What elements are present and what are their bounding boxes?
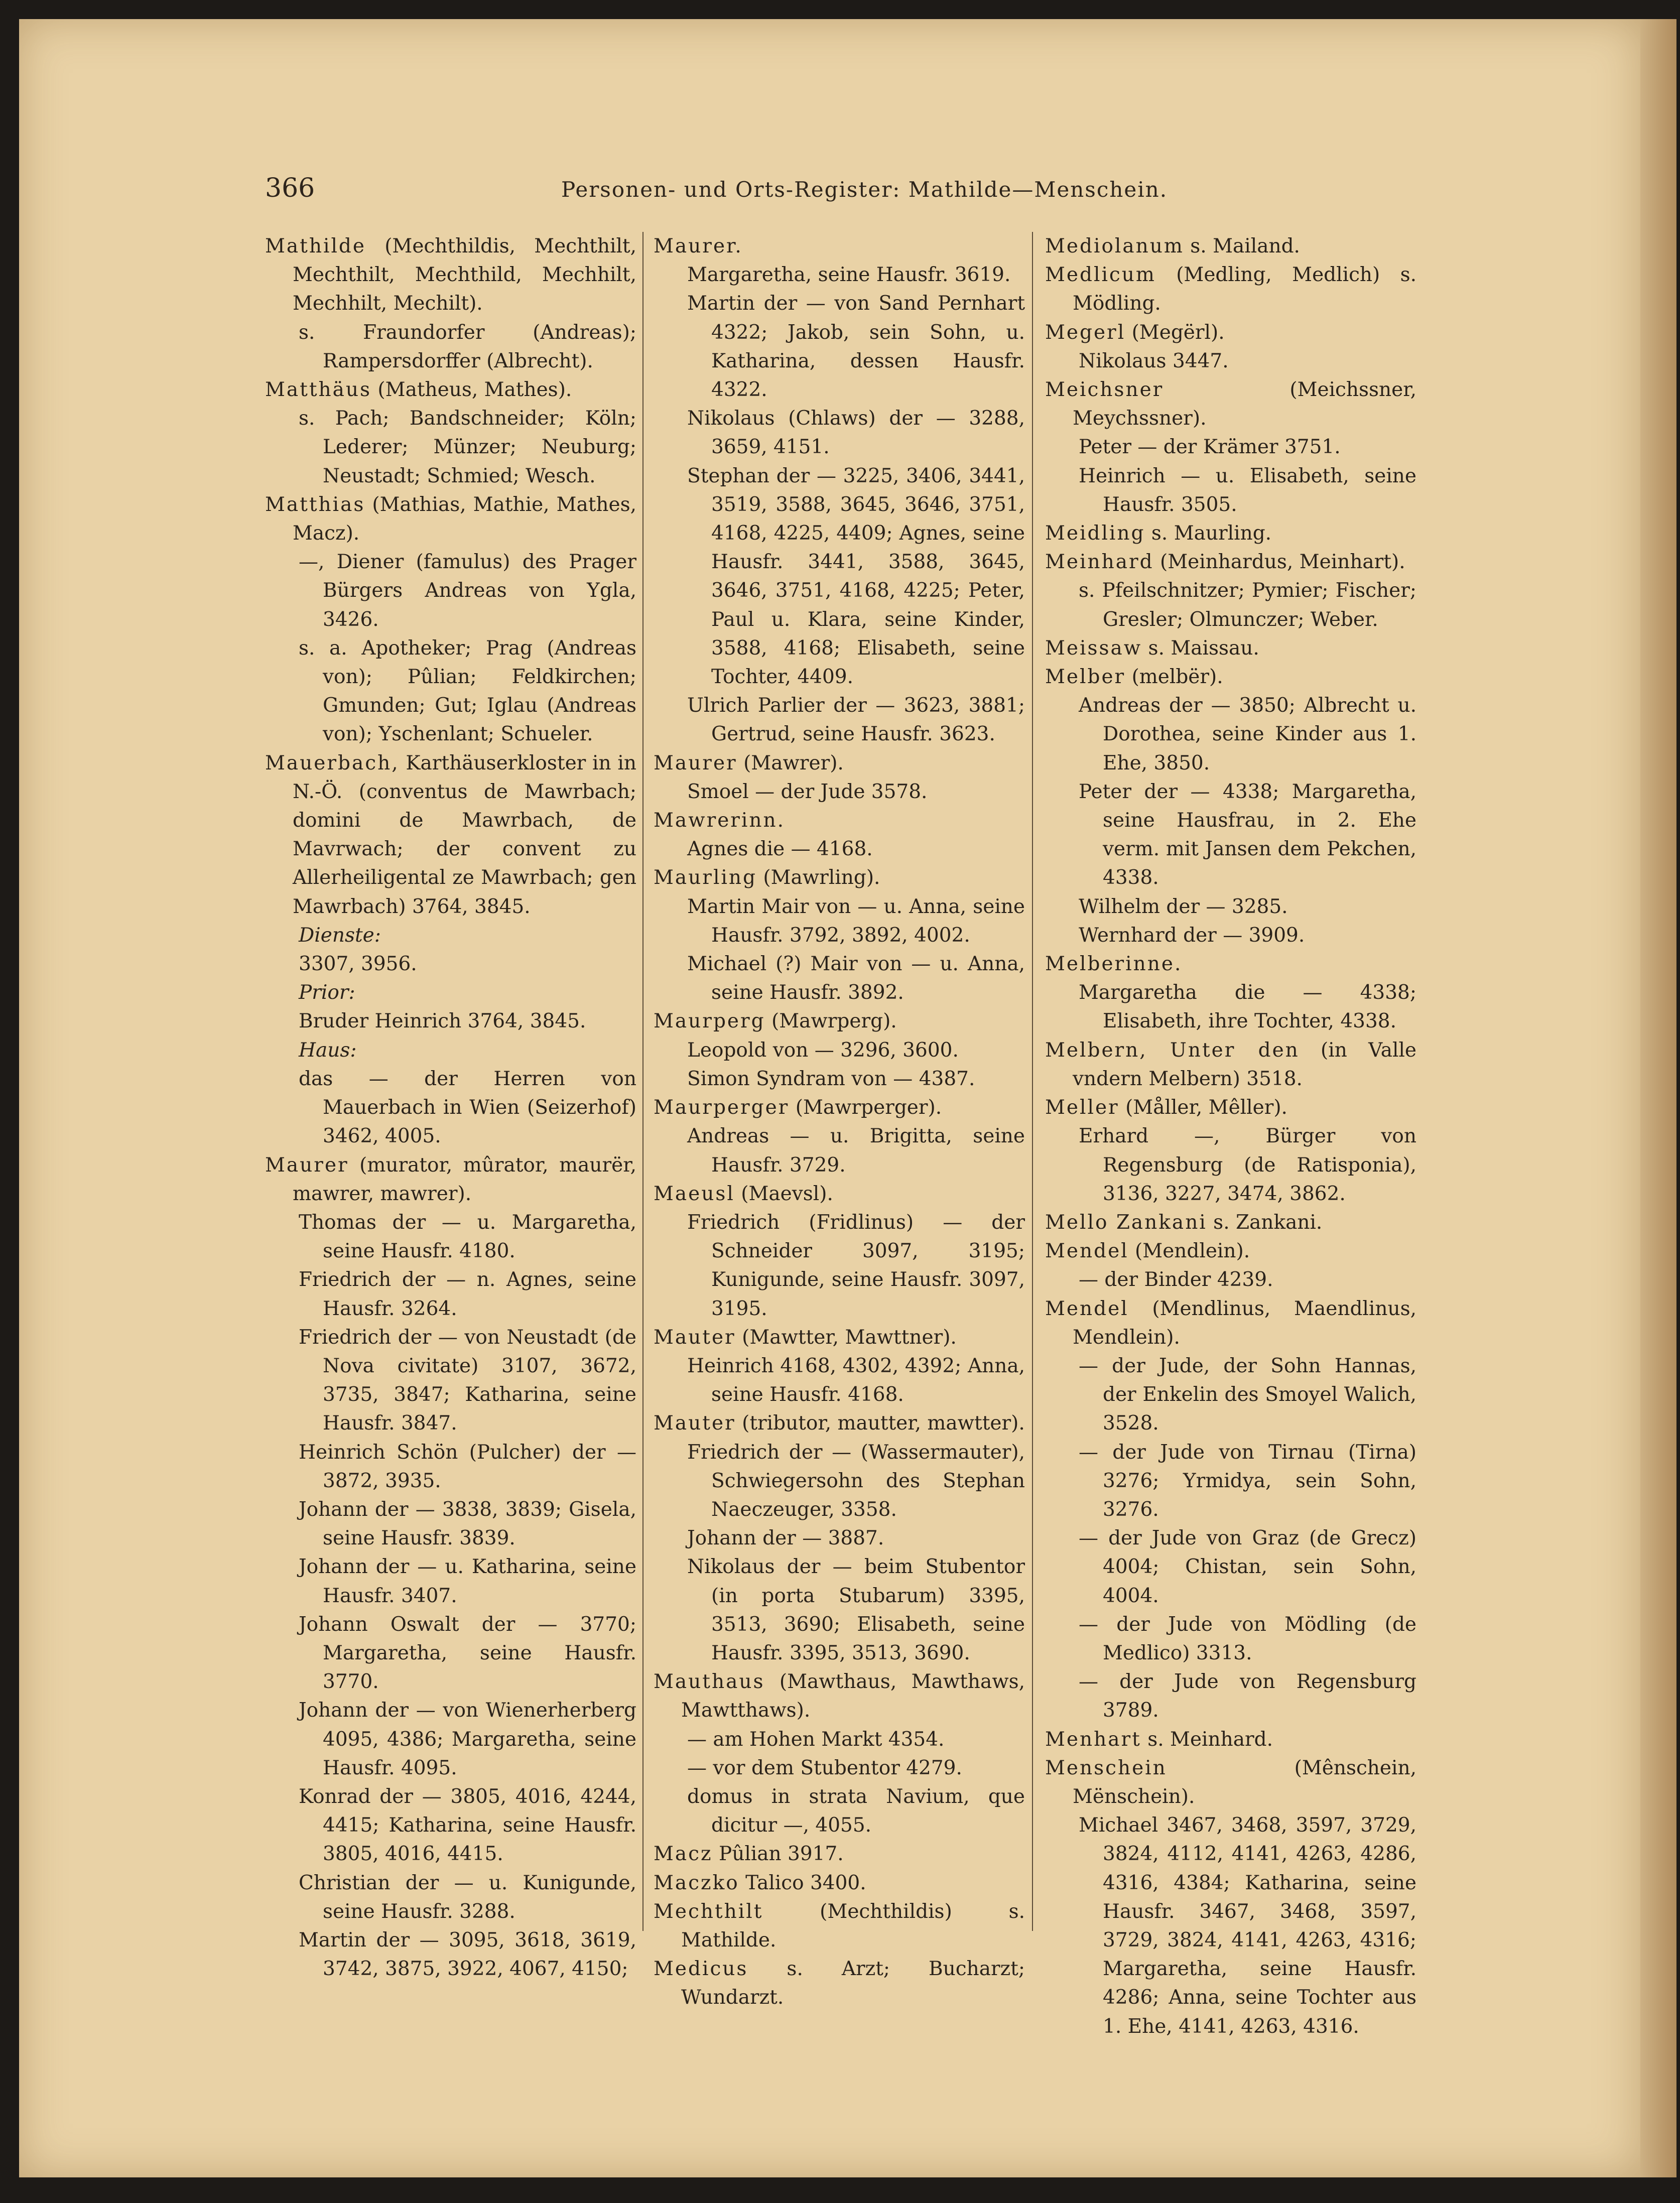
index-text: Smoel — der Jude 3578. xyxy=(687,780,928,803)
index-subentry xyxy=(1045,1524,1416,1610)
index-text: Friedrich der — n. Agnes, seine Hausfr. 3264. xyxy=(299,1268,636,1320)
index-entry xyxy=(654,1840,1025,1868)
index-entry xyxy=(654,1007,1025,1035)
index-headword: Melber xyxy=(1045,666,1126,689)
index-text: (Mechthildis, Mechthilt, Mechthilt, Mechthild, Mechhilt, Mechhilt, Mechilt). xyxy=(293,235,636,315)
index-entry xyxy=(654,806,1025,835)
index-text: Simon Syndram von — 4387. xyxy=(687,1067,975,1090)
index-entry xyxy=(1045,663,1416,691)
index-entry xyxy=(654,1409,1025,1438)
index-subentry xyxy=(265,1007,636,1035)
index-text: Johann Oswalt der — 3770; Margaretha, seine Hausfr. 3770. xyxy=(299,1613,636,1694)
index-headword: Matthäus xyxy=(265,378,372,402)
running-title: Personen- und Orts-Register: Mathilde—Menschein. xyxy=(561,177,1168,202)
index-subentry xyxy=(265,1208,636,1265)
index-text: — der Jude von Graz (de Grecz) 4004; Chistan, sein Sohn, 4004. xyxy=(1079,1527,1416,1607)
index-entry xyxy=(1045,375,1416,433)
index-text: Johann der — u. Katharina, seine Hausfr. 3407. xyxy=(299,1556,636,1607)
index-entry xyxy=(1045,1725,1416,1754)
index-text: Heinrich — u. Elisabeth, seine Hausfr. 3505. xyxy=(1079,464,1416,516)
index-column-2 xyxy=(654,232,1025,2012)
index-text: (Mawrling). xyxy=(756,866,880,889)
index-text: (murator, mûrator, maurër, mawrer, mawrer). xyxy=(293,1153,636,1205)
index-text: (Medling, Medlich) s. Mödling. xyxy=(1073,264,1416,315)
index-headword: Mauter xyxy=(654,1412,736,1435)
index-entry xyxy=(1045,519,1416,548)
index-subentry xyxy=(265,1065,636,1151)
index-text: (in Valle vndern Melbern) 3518. xyxy=(1073,1039,1416,1090)
index-entry xyxy=(654,1323,1025,1352)
index-subentry xyxy=(1045,462,1416,519)
index-headword: Menhart xyxy=(1045,1728,1141,1751)
index-entry xyxy=(1045,1237,1416,1265)
index-subentry xyxy=(654,1782,1025,1840)
index-headword: Megerl xyxy=(1045,321,1126,344)
index-headword: Meichsner xyxy=(1045,378,1164,402)
index-subentry xyxy=(265,1323,636,1438)
index-subentry xyxy=(1045,777,1416,892)
index-subentry xyxy=(1045,1667,1416,1725)
index-text: Wernhard der — 3909. xyxy=(1079,924,1305,947)
index-entry xyxy=(654,1869,1025,1897)
index-subentry xyxy=(1045,1438,1416,1524)
index-entry xyxy=(1045,548,1416,576)
index-text: — der Binder 4239. xyxy=(1079,1268,1273,1291)
index-headword: Mechthilt xyxy=(654,1900,763,1923)
index-text: Talico 3400. xyxy=(739,1871,866,1894)
index-text: Friedrich der — von Neustadt (de Nova civitate) 3107, 3672, 3735, 3847; Katharina, seine Hausfr. 3847. xyxy=(299,1326,636,1435)
index-text: — am Hohen Markt 4354. xyxy=(687,1728,945,1751)
index-text: — der Jude von Regensburg 3789. xyxy=(1079,1670,1416,1722)
index-headword: Macz xyxy=(654,1843,713,1866)
index-subentry xyxy=(1045,1352,1416,1438)
index-text: Bruder Heinrich 3764, 3845. xyxy=(299,1010,586,1033)
index-subentry xyxy=(654,1438,1025,1524)
index-section-label xyxy=(265,1036,636,1065)
index-text: — der Jude von Mödling (de Medlico) 3313. xyxy=(1079,1613,1416,1664)
index-section-label xyxy=(265,921,636,950)
index-text: Margaretha die — 4338; Elisabeth, ihre Tochter, 4338. xyxy=(1079,981,1416,1033)
index-subentry xyxy=(265,1610,636,1697)
index-text: Erhard —, Bürger von Regensburg (de Ratisponia), 3136, 3227, 3474, 3862. xyxy=(1079,1125,1416,1205)
index-text: domus in strata Navium, que dicitur —, 4055. xyxy=(687,1785,1025,1837)
index-subentry xyxy=(265,1696,636,1782)
index-text: Prior: xyxy=(299,981,355,1004)
index-text: Andreas — u. Brigitta, seine Hausfr. 3729. xyxy=(687,1125,1025,1177)
index-text: Johann der — von Wienerherberg 4095, 4386; Margaretha, seine Hausfr. 4095. xyxy=(299,1699,636,1779)
index-text: (melbër). xyxy=(1125,666,1223,689)
index-text: 3307, 3956. xyxy=(299,953,417,976)
index-subentry xyxy=(654,261,1025,289)
index-text: Martin der — von Sand Pernhart 4322; Jakob, sein Sohn, u. Katharina, dessen Hausfr. 4322. xyxy=(687,292,1025,402)
index-entry xyxy=(654,863,1025,892)
index-text: Michael (?) Mair von — u. Anna, seine Hausfr. 3892. xyxy=(687,953,1025,1004)
index-subentry xyxy=(654,835,1025,863)
index-text: s. Maurling. xyxy=(1145,522,1272,545)
index-text: (Mênschein, Mënschein). xyxy=(1073,1756,1416,1808)
index-text: Peter — der Krämer 3751. xyxy=(1079,436,1341,459)
index-headword: Mello Zankani xyxy=(1045,1211,1207,1234)
index-subentry xyxy=(265,950,636,978)
index-subentry xyxy=(1045,892,1416,921)
index-text: — der Jude, der Sohn Hannas, der Enkelin des Smoyel Walich, 3528. xyxy=(1079,1354,1416,1435)
index-text: (Mawrperg). xyxy=(765,1010,897,1033)
index-headword: Mauerbach, xyxy=(265,751,400,774)
index-text: s. Pach; Bandschneider; Köln; Lederer; Münzer; Neuburg; Neustadt; Schmied; Wesch. xyxy=(299,407,636,487)
index-entry xyxy=(1045,1208,1416,1237)
page-edge xyxy=(1640,19,1676,2177)
index-text: Nikolaus (Chlaws) der — 3288, 3659, 4151. xyxy=(687,407,1025,459)
index-text: Johann der — 3887. xyxy=(687,1527,884,1550)
index-entry xyxy=(265,375,636,404)
index-entry xyxy=(654,1955,1025,2012)
index-headword: Melbern, Unter den xyxy=(1045,1039,1300,1062)
index-subentry xyxy=(1045,978,1416,1035)
index-text: (Måller, Mêller). xyxy=(1119,1096,1287,1119)
index-headword: Melberinne. xyxy=(1045,953,1183,976)
index-subentry xyxy=(265,634,636,749)
index-subentry xyxy=(265,1265,636,1323)
index-text: (Meichssner, Meychssner). xyxy=(1073,378,1416,430)
index-entry xyxy=(1045,232,1416,261)
index-subentry xyxy=(265,548,636,634)
index-text: Michael 3467, 3468, 3597, 3729, 3824, 4112, 4141, 4263, 4286, 4316, 4384; Katharina, seine Hausfr. 3467, 3468, 3597, 3729, 3824, 4141, 4263, 4316; Margaretha, seine Hausfr. 4286; Anna, seine Tochter aus 1. Ehe, 4141, 4263, 4316. xyxy=(1079,1814,1416,2038)
index-subentry xyxy=(265,1552,636,1610)
column-divider xyxy=(1032,232,1033,1931)
index-entry xyxy=(1045,1754,1416,1811)
index-subentry xyxy=(654,289,1025,404)
index-entry xyxy=(1045,1093,1416,1122)
index-headword: Mendel xyxy=(1045,1240,1129,1263)
index-headword: Mathilde xyxy=(265,235,366,257)
index-text: — der Jude von Tirnau (Tirna) 3276; Yrmidya, sein Sohn, 3276. xyxy=(1079,1441,1416,1521)
index-headword: Maurperg xyxy=(654,1010,765,1033)
index-subentry xyxy=(654,1725,1025,1754)
index-subentry xyxy=(1045,691,1416,777)
index-headword: Maczko xyxy=(654,1871,739,1894)
index-subentry xyxy=(1045,347,1416,375)
index-column-1 xyxy=(265,232,636,1983)
index-text: s. Arzt; Bucharzt; Wundarzt. xyxy=(681,1958,1025,2009)
index-text: Stephan der — 3225, 3406, 3441, 3519, 3588, 3645, 3646, 3751, 4168, 4225, 4409; Agnes, seine Hausfr. 3441, 3588, 3645, 3646, 3751, 4168, 4225; Peter, Paul u. Klara, seine Kinder, 3588, 4168; Elisabeth, seine Tochter, 4409. xyxy=(687,464,1025,689)
index-text: Pûlian 3917. xyxy=(712,1843,844,1866)
index-column-3 xyxy=(1045,232,1416,2041)
index-text: (Mawrer). xyxy=(737,751,844,774)
index-subentry xyxy=(1045,1122,1416,1208)
index-entry xyxy=(654,1093,1025,1122)
index-text: s. Pfeilschnitzer; Pymier; Fischer; Gresler; Olmunczer; Weber. xyxy=(1079,579,1416,631)
index-text: Heinrich Schön (Pulcher) der — 3872, 3935. xyxy=(299,1441,636,1492)
index-entry xyxy=(1045,261,1416,318)
index-section-label xyxy=(265,978,636,1007)
index-headword: Meissaw xyxy=(1045,636,1142,660)
index-text: das — der Herren von Mauerbach in Wien (Seizerhof) 3462, 4005. xyxy=(299,1067,636,1148)
index-text: s. Fraundorfer (Andreas); Rampersdorffer (Albrecht). xyxy=(299,321,636,372)
index-text: (Mendlein). xyxy=(1128,1240,1250,1263)
index-headword: Meinhard xyxy=(1045,551,1154,574)
index-text: (tributor, mautter, mawtter). xyxy=(735,1412,1025,1435)
index-text: Wilhelm der — 3285. xyxy=(1079,895,1288,918)
index-subentry xyxy=(654,1352,1025,1409)
index-text: (Mawtter, Mawttner). xyxy=(735,1326,957,1349)
index-headword: Maurer xyxy=(654,751,737,774)
index-text: Christian der — u. Kunigunde, seine Hausfr. 3288. xyxy=(299,1871,636,1923)
index-subentry xyxy=(1045,576,1416,633)
index-headword: Medicus xyxy=(654,1958,748,1981)
index-subentry xyxy=(654,1208,1025,1323)
index-text: Johann der — 3838, 3839; Gisela, seine Hausfr. 3839. xyxy=(299,1498,636,1550)
index-headword: Mawrerinn. xyxy=(654,809,786,832)
index-text: s. Zankani. xyxy=(1207,1211,1323,1234)
index-entry xyxy=(1045,634,1416,663)
index-text: Andreas der — 3850; Albrecht u. Dorothea, seine Kinder aus 1. Ehe, 3850. xyxy=(1079,694,1416,774)
index-subentry xyxy=(265,318,636,375)
index-headword: Maurer xyxy=(265,1153,349,1177)
index-entry xyxy=(1045,318,1416,347)
index-text: s. Meinhard. xyxy=(1141,1728,1273,1751)
column-divider xyxy=(642,232,643,1931)
index-headword: Meidling xyxy=(1045,522,1145,545)
index-subentry xyxy=(1045,1610,1416,1667)
index-headword: Maurer. xyxy=(654,235,743,257)
index-subentry xyxy=(654,1122,1025,1179)
index-headword: Maurling xyxy=(654,866,757,889)
index-subentry xyxy=(654,950,1025,1007)
index-entry xyxy=(265,1151,636,1208)
index-subentry xyxy=(1045,1265,1416,1294)
index-headword: Menschein xyxy=(1045,1756,1167,1779)
index-subentry xyxy=(654,1552,1025,1667)
index-entry xyxy=(265,490,636,548)
index-headword: Mauter xyxy=(654,1326,736,1349)
index-text: (Mawrperger). xyxy=(789,1096,942,1119)
index-entry xyxy=(654,232,1025,261)
index-entry xyxy=(654,1897,1025,1955)
index-text: (Maevsl). xyxy=(734,1182,833,1205)
index-entry xyxy=(654,1667,1025,1725)
page-header xyxy=(265,173,1168,203)
index-subentry xyxy=(1045,1811,1416,2041)
index-text: Ulrich Parlier der — 3623, 3881; Gertrud, seine Hausfr. 3623. xyxy=(687,694,1025,746)
index-text: Dienste: xyxy=(299,924,381,947)
index-text: — vor dem Stubentor 4279. xyxy=(687,1756,962,1779)
index-subentry xyxy=(654,691,1025,748)
index-text: s. Mailand. xyxy=(1184,235,1300,257)
index-text: Agnes die — 4168. xyxy=(687,838,873,861)
index-subentry xyxy=(654,892,1025,950)
index-text: Nikolaus 3447. xyxy=(1079,349,1229,372)
index-text: Haus: xyxy=(299,1039,357,1062)
index-subentry xyxy=(654,1524,1025,1552)
index-headword: Mendel xyxy=(1045,1297,1129,1320)
index-text: (Mendlinus, Maendlinus, Mendlein). xyxy=(1073,1297,1416,1349)
index-subentry xyxy=(265,1495,636,1552)
index-text: s. a. Apotheker; Prag (Andreas von); Pûlian; Feldkirchen; Gmunden; Gut; Iglau (Andreas von); Yschenlant; Schueler. xyxy=(299,636,636,746)
index-headword: Medlicum xyxy=(1045,264,1156,287)
index-headword: Meller xyxy=(1045,1096,1119,1119)
index-text: Martin Mair von — u. Anna, seine Hausfr. 3792, 3892, 4002. xyxy=(687,895,1025,947)
page-number: 366 xyxy=(265,173,315,203)
index-text: s. Maissau. xyxy=(1142,636,1259,660)
index-subentry xyxy=(654,462,1025,692)
index-text: Karthäuserkloster in in N.-Ö. (conventus de Mawrbach; domini de Mawrbach, de Mavrwach; der convent zu Allerheiligental ze Mawrbach; gen Mawrbach) 3764, 3845. xyxy=(293,751,636,918)
index-text: (Megërl). xyxy=(1125,321,1225,344)
index-subentry xyxy=(654,777,1025,806)
index-text: Friedrich (Fridlinus) — der Schneider 3097, 3195; Kunigunde, seine Hausfr. 3097, 3195. xyxy=(687,1211,1025,1320)
index-subentry xyxy=(265,1869,636,1926)
index-text: —, Diener (famulus) des Prager Bürgers Andreas von Ygla, 3426. xyxy=(299,551,636,631)
index-headword: Mauthaus xyxy=(654,1670,765,1694)
index-subentry xyxy=(1045,921,1416,950)
index-headword: Matthias xyxy=(265,493,365,516)
index-entry xyxy=(1045,1036,1416,1093)
index-headword: Maurperger xyxy=(654,1096,790,1119)
index-entry xyxy=(1045,950,1416,978)
index-text: Thomas der — u. Margaretha, seine Hausfr. 4180. xyxy=(299,1211,636,1263)
index-text: Margaretha, seine Hausfr. 3619. xyxy=(687,264,1011,287)
index-entry xyxy=(654,1180,1025,1208)
index-text: Peter der — 4338; Margaretha, seine Hausfrau, in 2. Ehe verm. mit Jansen dem Pekchen, 4338. xyxy=(1079,780,1416,889)
index-text: (Mechthildis) s. Mathilde. xyxy=(681,1900,1025,1952)
index-text: (Mawthaus, Mawthaws, Mawtthaws). xyxy=(681,1670,1025,1722)
index-entry xyxy=(654,749,1025,777)
index-text: Martin der — 3095, 3618, 3619, 3742, 3875, 3922, 4067, 4150; xyxy=(299,1928,636,1981)
index-text: (Matheus, Mathes). xyxy=(371,378,572,402)
index-subentry xyxy=(654,404,1025,461)
index-text: Konrad der — 3805, 4016, 4244, 4415; Katharina, seine Hausfr. 3805, 4016, 4415. xyxy=(299,1785,636,1866)
index-entry xyxy=(1045,1294,1416,1352)
index-text: Nikolaus der — beim Stubentor (in porta Stubarum) 3395, 3513, 3690; Elisabeth, seine Hausfr. 3395, 3513, 3690. xyxy=(687,1556,1025,1664)
index-text: Friedrich der — (Wassermauter), Schwiegersohn des Stephan Naeczeuger, 3358. xyxy=(687,1441,1025,1521)
index-subentry xyxy=(654,1065,1025,1093)
index-subentry xyxy=(265,1926,636,1983)
index-subentry xyxy=(265,1782,636,1869)
index-entry xyxy=(265,749,636,921)
index-subentry xyxy=(1045,433,1416,461)
index-text: Heinrich 4168, 4302, 4392; Anna, seine Hausfr. 4168. xyxy=(687,1354,1025,1406)
index-text: (Meinhardus, Meinhart). xyxy=(1153,551,1405,574)
index-headword: Maeusl xyxy=(654,1182,735,1205)
index-text: (Mathias, Mathie, Mathes, Macz). xyxy=(293,493,636,545)
index-entry xyxy=(265,232,636,318)
index-text: Leopold von — 3296, 3600. xyxy=(687,1039,959,1062)
index-subentry xyxy=(654,1754,1025,1782)
index-subentry xyxy=(654,1036,1025,1065)
index-subentry xyxy=(265,1438,636,1495)
index-subentry xyxy=(265,404,636,490)
index-headword: Mediolanum xyxy=(1045,235,1184,257)
